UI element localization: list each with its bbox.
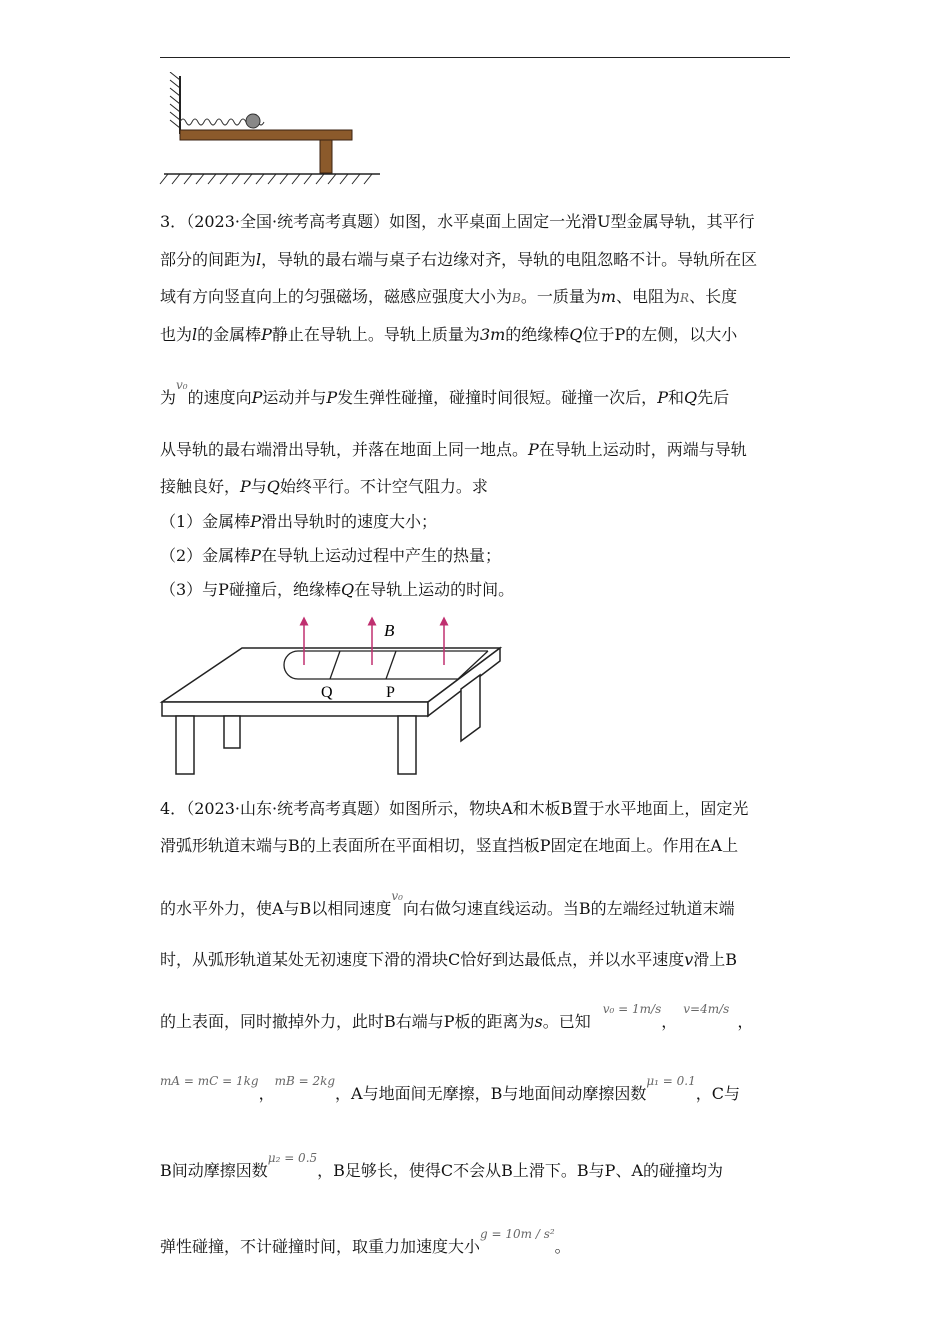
header-rule — [160, 57, 790, 58]
q3-line-5: 为$^{v_0}$的速度向P运动并与P发生弹性碰撞，碰撞时间很短。碰撞一次后，P和Q先后 — [160, 378, 730, 407]
q4-line-5: 的上表面，同时撤掉外力，此时B右端与P板的距离为s。已知$^{v_0 = 1m/s}$，$^{v=4m/s}$， — [160, 1002, 754, 1031]
label-Q: Q — [321, 684, 333, 701]
q4-line-6: $^{mA = mC = 1kg}$，$^{mB = 2kg}$，A与地面间无摩擦，B与地面间动摩擦因数$^{\mu_1 = 0.1}$，C与 — [160, 1074, 741, 1103]
q3-sub-2: （2）金属棒P在导轨上运动过程中产生的热量； — [160, 546, 501, 565]
ball — [246, 114, 260, 128]
q4-line-8: 弹性碰撞，不计碰撞时间，取重力加速度大小$^{g = 10m / s^2}$。 — [160, 1227, 571, 1256]
q3-line-6: 从导轨的最右端滑出导轨，并落在地面上同一地点。P在导轨上运动时，两端与导轨 — [160, 440, 747, 459]
table-leg — [224, 716, 240, 748]
q4-line-4: 时，从弧形轨道某处无初速度下滑的滑块C恰好到达最低点，并以水平速度v滑上B — [160, 950, 738, 969]
q4-line-1: 4．（2023·山东·统考高考真题）如图所示，物块A和木板B置于水平地面上，固定光 — [160, 799, 749, 818]
q3-line-4: 也为l的金属棒P静止在导轨上。导轨上质量为3m的绝缘棒Q位于P的左侧，以大小 — [160, 325, 738, 344]
q3-line-3: 域有方向竖直向上的匀强磁场，磁感应强度大小为B。一质量为m、电阻为R、长度 — [160, 287, 738, 306]
label-B: B — [384, 621, 395, 640]
q4-line-7: B间动摩擦因数$^{\mu_2 = 0.5}$，B足够长，使得C不会从B上滑下。B与P、A的碰撞均为 — [160, 1151, 723, 1180]
q4-line-3: 的水平外力，使A与B以相同速度$^{v_0}$向右做匀速直线运动。当B的左端经过轨道末端 — [160, 889, 735, 918]
table-leg — [176, 716, 194, 774]
spring-ball-figure — [158, 72, 388, 192]
rail-table-figure — [158, 615, 508, 780]
q4-line-2: 滑弧形轨道末端与B的上表面所在平面相切，竖直挡板P固定在地面上。作用在A上 — [160, 836, 739, 855]
q3-sub-1: （1）金属棒P滑出导轨时的速度大小； — [160, 512, 437, 531]
q3-sub-3: （3）与P碰撞后，绝缘棒Q在导轨上运动的时间。 — [160, 580, 515, 599]
q3-line-7: 接触良好，P与Q始终平行。不计空气阻力。求 — [160, 477, 488, 496]
label-P: P — [386, 684, 395, 701]
q3-line-2: 部分的间距为l，导轨的最右端与桌子右边缘对齐，导轨的电阻忽略不计。导轨所在区 — [160, 250, 758, 269]
q3-line-1: 3．（2023·全国·统考高考真题）如图，水平桌面上固定一光滑U型金属导轨，其平行 — [160, 212, 755, 231]
table-top — [180, 130, 352, 140]
table-leg — [398, 716, 416, 774]
table-leg — [320, 140, 332, 173]
